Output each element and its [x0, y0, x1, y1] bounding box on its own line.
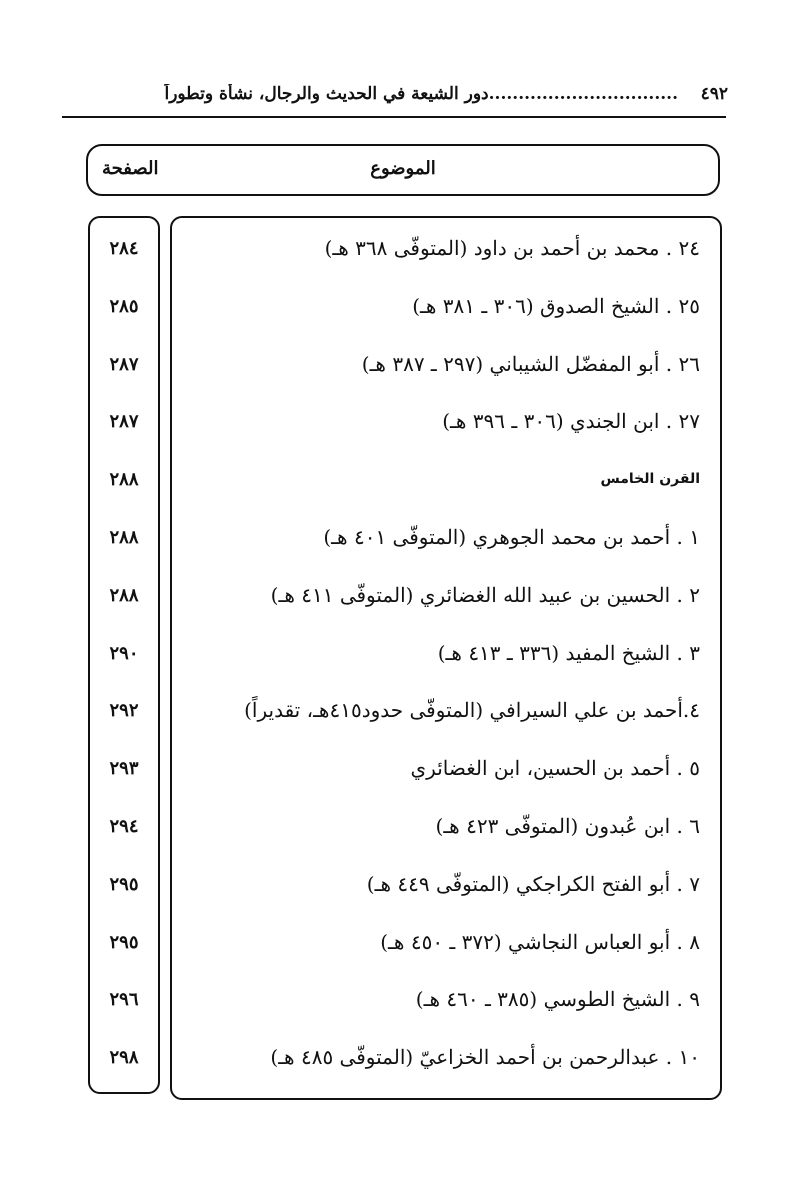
- toc-entry: [0, 401, 812, 441]
- entry-title: ١٠ . عبدالرحمن بن أحمد الخزاعيّ (المتوفّى ٤٨٥ هـ): [270, 1045, 700, 1070]
- toc-entry: [0, 690, 812, 730]
- leader-dots: ................................: [488, 84, 678, 104]
- entry-page-number: ٢٨٧: [109, 411, 139, 433]
- entry-page-number: ٢٨٥: [109, 295, 139, 317]
- entry-title: ٦ . ابن عُبدون (المتوفّى ٤٢٣ هـ): [435, 814, 700, 838]
- entry-page-number: ٢٩٣: [109, 758, 139, 780]
- toc-entry: [0, 575, 812, 615]
- entry-page-number: ٢٨٧: [109, 353, 139, 375]
- page-number: ٤٩٢: [700, 84, 728, 104]
- entry-title: ٢٦ . أبو المفضّل الشيباني (٢٩٧ ـ ٣٨٧ هـ): [361, 351, 700, 376]
- entry-title: ٣ . الشيخ المفيد (٣٣٦ ـ ٤١٣ هـ): [437, 640, 700, 665]
- page-column-label: الصفحة: [102, 158, 159, 179]
- entry-title: القرن الخامس: [600, 471, 700, 488]
- entry-title: ٢٥ . الشيخ الصدوق (٣٠٦ ـ ٣٨١ هـ): [412, 293, 700, 318]
- entry-title: ٧ . أبو الفتح الكراجكي (المتوفّى ٤٤٩ هـ): [366, 871, 700, 896]
- toc-entry: [0, 1037, 812, 1077]
- entry-title: ٢٤ . محمد بن أحمد بن داود (المتوفّى ٣٦٨ هـ): [324, 236, 700, 260]
- entry-title: ١ . أحمد بن محمد الجوهري (المتوفّى ٤٠١ هـ): [323, 525, 700, 549]
- running-title-line: [62, 84, 678, 104]
- entry-page-number: ٢٩٨: [109, 1047, 139, 1069]
- entry-page-number: ٢٩٤: [109, 816, 139, 837]
- entry-page-number: ٢٨٨: [109, 469, 139, 491]
- entry-title: ٩ . الشيخ الطوسي (٣٨٥ ـ ٤٦٠ هـ): [415, 987, 700, 1012]
- entry-page-number: ٢٩٢: [109, 700, 139, 722]
- toc-entry: [0, 806, 812, 846]
- entry-title: ٢ . الحسين بن عبيد الله الغضائري (المتوفّى ٤١١ هـ): [270, 582, 700, 607]
- header-rule: [62, 116, 726, 118]
- toc-entry: [0, 864, 812, 904]
- entry-title: ٢٧ . ابن الجندي (٣٠٦ ـ ٣٩٦ هـ): [442, 409, 700, 434]
- entry-title: ٨ . أبو العباس النجاشي (٣٧٢ ـ ٤٥٠ هـ): [380, 929, 700, 954]
- toc-entry: [0, 286, 812, 326]
- entry-page-number: ٢٩٠: [109, 642, 139, 664]
- entry-page-number: ٢٨٨: [109, 527, 139, 548]
- entry-page-number: ٢٩٦: [109, 989, 139, 1011]
- toc-section-heading: [0, 459, 812, 499]
- toc-entry: [0, 979, 812, 1019]
- running-title: دور الشيعة في الحديث والرجال، نشأة وتطوراً: [164, 84, 489, 104]
- toc-entry: [0, 748, 812, 788]
- entry-page-number: ٢٨٨: [109, 584, 139, 606]
- running-header: [62, 76, 728, 112]
- column-header: [86, 144, 720, 196]
- toc-entry: [0, 228, 812, 268]
- topic-column-label: الموضوع: [370, 158, 436, 179]
- toc-entry: [0, 633, 812, 673]
- toc-entry: [0, 922, 812, 962]
- toc-entry: [0, 517, 812, 557]
- entry-page-number: ٢٩٥: [109, 931, 139, 953]
- entry-page-number: ٢٨٤: [109, 238, 139, 259]
- entry-title: ٤.أحمد بن علي السيرافي (المتوفّى حدود٤١٥هـ، تقديراً): [244, 698, 700, 723]
- entry-title: ٥ . أحمد بن الحسين، ابن الغضائري: [410, 756, 700, 781]
- entry-page-number: ٢٩٥: [109, 873, 139, 895]
- toc-entry: [0, 344, 812, 384]
